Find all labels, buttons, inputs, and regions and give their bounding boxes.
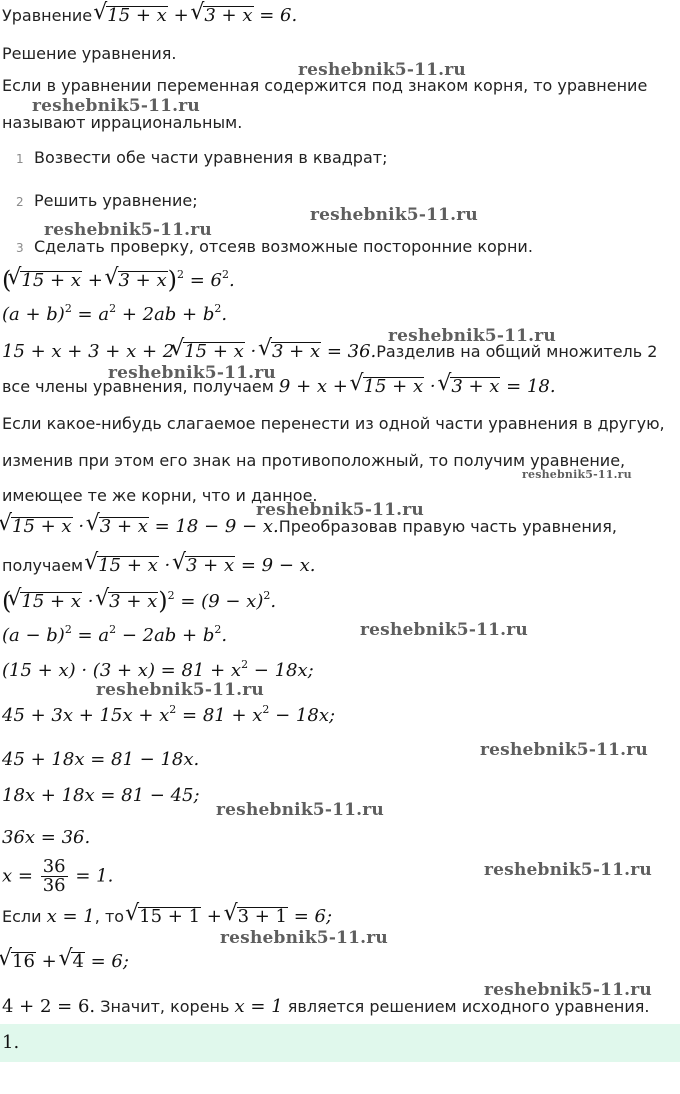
watermark: reshebnik5-11.ru [388, 326, 556, 346]
math-diff-formula: $(a - b)^2 = a^2 - 2ab + b^2$. [2, 623, 228, 646]
step-3: 3 Сделать проверку, отсеяв возможные посторонние корни. [16, 237, 533, 256]
check-roots: √ 16 + √ 4 = 6; [2, 952, 129, 972]
watermark: reshebnik5-11.ru [96, 680, 264, 700]
math-36x: 36x = 36. [2, 827, 91, 848]
move-rule-1: Если какое-нибудь слагаемое перенести из одной части уравнения в другую, [2, 414, 665, 433]
math-product: $(15 + x) \cdot (3 + x) = 81 + x^2 - 18x$; [2, 658, 314, 681]
watermark: reshebnik5-11.ru [220, 928, 388, 948]
math-simplified: получаем √ 15 + x · √ 3 + x = 9 − x. [2, 556, 316, 576]
problem-statement: Уравнение √ 15 + x + √ 3 + x = 6. [2, 6, 297, 26]
watermark: reshebnik5-11.ru [484, 860, 652, 880]
watermark: reshebnik5-11.ru [216, 800, 384, 820]
math-divided: все члены уравнения, получаем 9 + x + √ 15 + x · √ 3 + x = 18. [2, 377, 556, 397]
math-square-again: (√ 15 + x · √ $3 + x)^2 = (9 - x)^2$. [2, 591, 276, 612]
math-x-fraction: x = $\frac{36}{36}$ = 1. [2, 856, 114, 896]
conclusion: 4 + 2 = 6. Значит, корень x = 1 является решением исходного уравнения. [2, 996, 650, 1017]
answer-box [0, 1024, 680, 1062]
solution-heading: Решение уравнения. [2, 44, 177, 63]
math-cancel: 45 + 18x = 81 − 18x. [2, 749, 200, 770]
check-line: Если x = 1, то √ 15 + 1 + √ 3 + 1 = 6; [2, 907, 332, 927]
math-square-both: (√ 15 + x + √ $3 + x)^2 = 6^2$. [2, 270, 235, 291]
watermark: reshebnik5-11.ru [310, 205, 478, 225]
move-rule-3: имеющее те же корни, что и данное. [2, 486, 318, 505]
math-expanded: 15 + x + 3 + x + 2√ 15 + x · √ 3 + x = 36.Разделив на общий множитель 2 [2, 342, 657, 362]
answer-value: 1. [2, 1032, 20, 1053]
watermark: reshebnik5-11.ru [360, 620, 528, 640]
intro-line-1: Если в уравнении переменная содержится под знаком корня, то уравнение [2, 76, 648, 95]
intro-line-2: называют иррациональным. [2, 113, 243, 132]
watermark: reshebnik5-11.ru [480, 740, 648, 760]
step-1: 1 Возвести обе части уравнения в квадрат; [16, 148, 388, 167]
step-2: 2 Решить уравнение; [16, 191, 198, 210]
math-collect: 18x + 18x = 81 − 45; [2, 785, 200, 806]
watermark: reshebnik5-11.ru [44, 220, 212, 240]
watermark: reshebnik5-11.ru [484, 980, 652, 1000]
watermark: reshebnik5-11.ru [256, 500, 424, 520]
watermark: reshebnik5-11.ru [522, 468, 632, 481]
move-rule-2: изменив при этом его знак на противоположный, то получим уравнение, [2, 451, 626, 470]
math-expand-product: $45 + 3x + 15x + x^2 = 81 + x^2 - 18x$; [2, 703, 336, 726]
math-moved: √ 15 + x · √ 3 + x = 18 − 9 − x.Преобразовав правую часть уравнения, [2, 517, 617, 537]
math-square-formula: $(a + b)^2 = a^2 + 2ab + b^2$. [2, 302, 228, 325]
watermark: reshebnik5-11.ru [108, 363, 276, 383]
watermark: reshebnik5-11.ru [32, 96, 200, 116]
watermark: reshebnik5-11.ru [298, 60, 466, 80]
